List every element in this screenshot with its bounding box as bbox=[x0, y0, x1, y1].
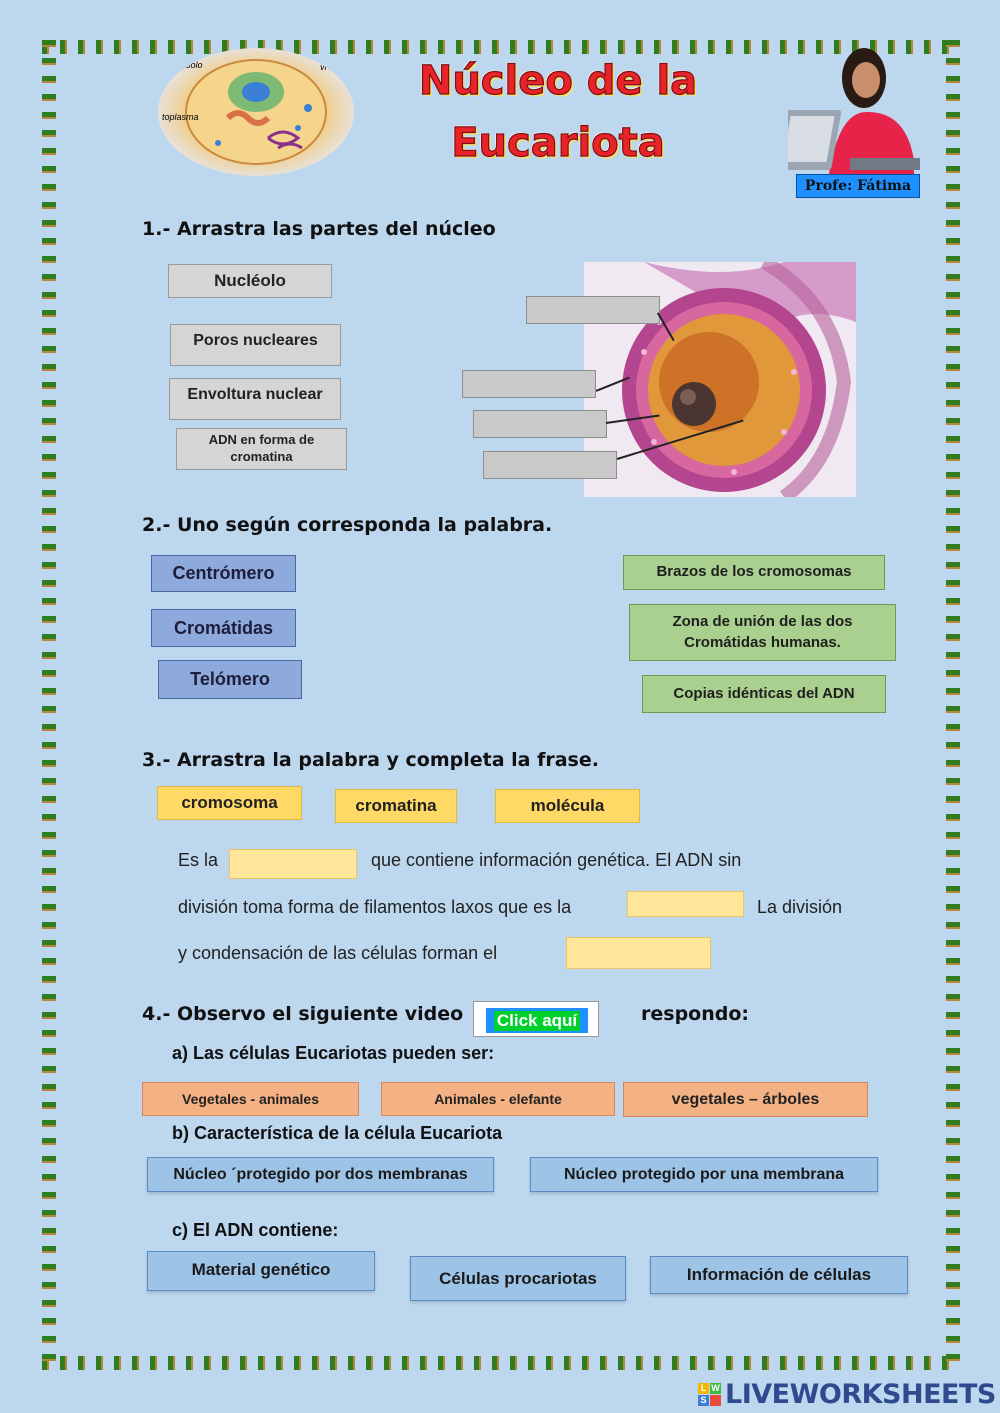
teacher-label: Profe: Fátima bbox=[796, 174, 920, 198]
option-b-2[interactable]: Núcleo protegido por una membrana bbox=[530, 1157, 878, 1192]
section3-heading: 3.- Arrastra la palabra y completa la frase. bbox=[142, 749, 599, 771]
liveworksheets-brand: LIVEWORKSHEETS bbox=[725, 1378, 996, 1410]
drag-word-envoltura[interactable]: Envoltura nuclear bbox=[169, 378, 341, 420]
option-b-1[interactable]: Núcleo ´protegido por dos membranas bbox=[147, 1157, 494, 1192]
section1-heading: 1.- Arrastra las partes del núcleo bbox=[142, 218, 496, 240]
sentence-1b: que contiene información genética. El ADN sin bbox=[371, 850, 742, 870]
definition-brazos[interactable]: Brazos de los cromosomas bbox=[623, 555, 885, 590]
logo-letter-l: L bbox=[698, 1383, 709, 1394]
term-cromatidas[interactable]: Cromátidas bbox=[151, 609, 296, 647]
cell-label-1: solo bbox=[186, 60, 203, 70]
drop-target-part-1[interactable] bbox=[526, 296, 660, 324]
word-molecula[interactable]: molécula bbox=[495, 789, 640, 823]
section2-heading: 2.- Uno según corresponda la palabra. bbox=[142, 514, 553, 536]
term-centromero[interactable]: Centrómero bbox=[151, 555, 296, 592]
option-a-2[interactable]: Animales - elefante bbox=[381, 1082, 615, 1116]
page-title-line2: Eucariota bbox=[451, 120, 665, 166]
sentence-2a: división toma forma de filamentos laxos que es la bbox=[178, 897, 572, 917]
page-title-line1: Núcleo de la bbox=[418, 58, 698, 104]
liveworksheets-logo-icon bbox=[698, 1383, 721, 1406]
option-a-3[interactable]: vegetales – árboles bbox=[623, 1082, 868, 1117]
definition-zona-union[interactable]: Zona de unión de las dos Cromátidas humanas. bbox=[629, 604, 896, 661]
border-bottom bbox=[42, 1356, 960, 1370]
drag-word-poros[interactable]: Poros nucleares bbox=[170, 324, 341, 366]
drag-word-nucleolo[interactable]: Nucléolo bbox=[168, 264, 332, 298]
question-a: a) Las células Eucariotas pueden ser: bbox=[172, 1043, 495, 1063]
sentence-3a: y condensación de las células forman el bbox=[178, 943, 498, 963]
border-right bbox=[946, 40, 960, 1370]
option-c-2[interactable]: Células procariotas bbox=[410, 1256, 626, 1301]
drop-target-part-4[interactable] bbox=[483, 451, 617, 479]
video-button-frame[interactable] bbox=[473, 1001, 599, 1037]
drop-target-part-2[interactable] bbox=[462, 370, 596, 398]
term-telomero[interactable]: Telómero bbox=[158, 660, 302, 699]
option-c-3[interactable]: Información de células bbox=[650, 1256, 908, 1294]
logo-square bbox=[710, 1395, 721, 1406]
question-b: b) Característica de la célula Eucariota bbox=[172, 1123, 503, 1143]
video-button[interactable] bbox=[486, 1008, 588, 1033]
logo-letter-s: S bbox=[698, 1395, 709, 1406]
logo-letter-w: W bbox=[711, 1382, 720, 1393]
cell-label-2: toplasma bbox=[162, 112, 199, 122]
section4-heading-end: respondo: bbox=[641, 1003, 749, 1025]
word-cromatina[interactable]: cromatina bbox=[335, 789, 457, 823]
blank-3[interactable] bbox=[566, 937, 711, 969]
teacher-photo bbox=[788, 40, 928, 200]
blank-2[interactable] bbox=[627, 891, 744, 917]
option-a-1[interactable]: Vegetales - animales bbox=[142, 1082, 359, 1116]
drag-word-adn[interactable]: ADN en forma de cromatina bbox=[176, 428, 347, 470]
cell-label-3: vi bbox=[320, 62, 327, 72]
section4-heading: 4.- Observo el siguiente video bbox=[142, 1003, 464, 1025]
question-c: c) El ADN contiene: bbox=[172, 1220, 339, 1240]
liveworksheets-logo bbox=[698, 1378, 998, 1410]
video-button-label[interactable]: Click aquí bbox=[494, 1011, 580, 1031]
word-cromosoma[interactable]: cromosoma bbox=[157, 786, 302, 820]
drop-target-part-3[interactable] bbox=[473, 410, 607, 438]
blank-1[interactable] bbox=[229, 849, 357, 879]
cell-image bbox=[158, 48, 354, 176]
border-left bbox=[42, 40, 56, 1370]
sentence-1a: Es la bbox=[178, 850, 219, 870]
sentence-2b: La división bbox=[757, 897, 843, 917]
option-c-1[interactable]: Material genético bbox=[147, 1251, 375, 1291]
definition-copias[interactable]: Copias idénticas del ADN bbox=[642, 675, 886, 713]
